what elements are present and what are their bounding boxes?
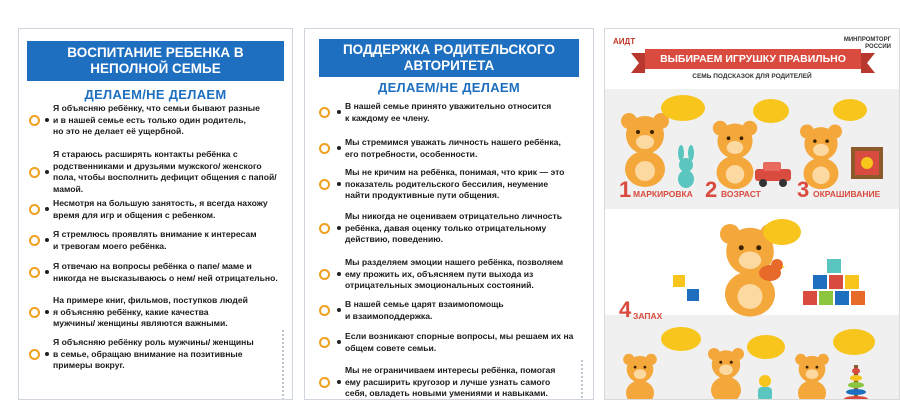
poster3-title: ВЫБИРАЕМ ИГРУШКУ ПРАВИЛЬНО — [645, 49, 861, 69]
dot-bullet-icon — [45, 238, 49, 242]
toy-car-icon — [753, 159, 793, 189]
list-item-text: Я объясняю ребёнку, что семьи бывают разные и в нашей семье есть только один родитель, но это не делает её ущербной. — [53, 103, 260, 136]
dot-bullet-icon — [337, 340, 341, 344]
dot-bullet-icon — [337, 110, 341, 114]
decorative-dots — [580, 359, 584, 399]
toy-board-icon — [849, 145, 885, 181]
aidt-logo: АИДТ — [613, 37, 636, 46]
list-item-text: Несмотря на большую занятость, я всегда нахожу время для игр и общения с ребенком. — [53, 198, 268, 220]
list-item-text: Я стараюсь расширять контакты ребёнка с родственниками и друзьями мужского/ женского пола, чтобы восполнить дефицит общения с папой/ мамой. — [53, 149, 277, 194]
list-item-text: Мы не ограничиваем интересы ребёнка, помогая ему расширить кругозор и лучше узнать самого себя, овладеть новыми умениями и навыками. — [345, 365, 556, 398]
list-item-text: Мы разделяем эмоции нашего ребёнка, позволяем ему прожить их, объясняем пути выхода из отрицательных эмоциональных состояний. — [345, 257, 564, 290]
poster-choose-toy — [604, 28, 900, 400]
dot-bullet-icon — [45, 118, 49, 122]
toy-pyramid-icon — [843, 363, 869, 400]
circle-bullet-icon — [29, 349, 40, 360]
dot-bullet-icon — [45, 270, 49, 274]
toy-bunny-icon — [671, 145, 701, 189]
poster3-subtitle: СЕМЬ ПОДСКАЗОК ДЛЯ РОДИТЕЛЕЙ — [692, 73, 812, 80]
list-item-text: Мы никогда не оцениваем отрицательно личность ребёнка, давая оценку только отрицательному действию, поведению. — [345, 211, 563, 244]
list-item-text: Я стремлюсь проявлять внимание к интересам и тревогам моего ребёнка. — [53, 229, 257, 251]
list-item-text: Мы не кричим на ребёнка, понимая, что крик — это показатель родительского бессилия, неумение найти продуктивные пути общения. — [345, 167, 565, 200]
hint-bubble — [763, 219, 801, 245]
dot-bullet-icon — [45, 170, 49, 174]
toy-blocks-icon — [801, 257, 881, 323]
circle-bullet-icon — [29, 235, 40, 246]
circle-bullet-icon — [319, 337, 330, 348]
list-item-text: Мы стремимся уважать личность нашего ребёнка, его потребности, особенности. — [345, 137, 561, 159]
dot-bullet-icon — [337, 380, 341, 384]
circle-bullet-icon — [29, 167, 40, 178]
circle-bullet-icon — [319, 179, 330, 190]
toy-doll-icon — [753, 373, 777, 400]
circle-bullet-icon — [319, 107, 330, 118]
list-item-text: Если возникают спорные вопросы, мы решаем их на общем совете семьи. — [345, 331, 574, 353]
dot-bullet-icon — [337, 182, 341, 186]
step-3-number: 3 — [797, 177, 810, 202]
teddy-bear-icon — [617, 351, 663, 400]
hint-bubble — [661, 95, 705, 121]
step-1-number: 1 — [619, 177, 632, 202]
circle-bullet-icon — [319, 305, 330, 316]
list-item-text: Я отвечаю на вопросы ребёнка о папе/ маме и никогда не высказываюсь о нем/ ней отрицательно. — [53, 261, 278, 283]
dot-bullet-icon — [337, 272, 341, 276]
circle-bullet-icon — [319, 377, 330, 388]
step-4-label: ЗАПАХ — [633, 311, 663, 321]
hint-bubble — [753, 99, 789, 123]
poster2-title: ПОДДЕРЖКА РОДИТЕЛЬСКОГО АВТОРИТЕТА — [319, 39, 579, 77]
circle-bullet-icon — [29, 204, 40, 215]
step-4-number: 4 — [619, 297, 632, 322]
teddy-bear-icon — [789, 351, 835, 400]
step-1-label: МАРКИРОВКА — [633, 189, 693, 199]
poster-parental-authority — [304, 28, 594, 400]
list-item-text: На примере книг, фильмов, поступков людей я объясняю ребёнку, какие качества мужчины/ женщины являются важными. — [53, 295, 248, 328]
decorative-dots — [281, 329, 285, 399]
teddy-bear-icon — [701, 345, 751, 400]
circle-bullet-icon — [29, 115, 40, 126]
step-2-label: ВОЗРАСТ — [721, 189, 761, 199]
dot-bullet-icon — [45, 310, 49, 314]
dot-bullet-icon — [337, 308, 341, 312]
circle-bullet-icon — [29, 267, 40, 278]
hint-bubble — [833, 329, 875, 355]
hint-bubble — [661, 327, 701, 351]
toy-cube-icon — [671, 273, 701, 305]
poster1-title: ВОСПИТАНИЕ РЕБЕНКА В НЕПОЛНОЙ СЕМЬЕ — [27, 41, 284, 81]
dot-bullet-icon — [45, 352, 49, 356]
step-2-number: 2 — [705, 177, 718, 202]
list-item-text: В нашей семье царят взаимопомощь и взаимоподдержка. — [345, 299, 504, 321]
dot-bullet-icon — [45, 207, 49, 211]
step-3-label: ОКРАШИВАНИЕ — [813, 189, 881, 199]
circle-bullet-icon — [29, 307, 40, 318]
poster-single-parent — [18, 28, 293, 400]
list-item-text: В нашей семье принято уважительно относится к каждому ее члену. — [345, 101, 552, 123]
hint-bubble — [747, 335, 785, 359]
poster1-subtitle: ДЕЛАЕМ/НЕ ДЕЛАЕМ — [84, 87, 227, 102]
dot-bullet-icon — [337, 226, 341, 230]
poster2-subtitle: ДЕЛАЕМ/НЕ ДЕЛАЕМ — [378, 80, 520, 95]
list-item-text: Я объясняю ребёнку роль мужчины/ женщины в семье, обращаю внимание на позитивные примеры вокруг. — [53, 337, 254, 370]
minpromtorg-logo: МИНПРОМТОРГ РОССИИ — [843, 37, 891, 50]
circle-bullet-icon — [319, 269, 330, 280]
toy-bird-icon — [755, 255, 785, 285]
circle-bullet-icon — [319, 223, 330, 234]
circle-bullet-icon — [319, 143, 330, 154]
dot-bullet-icon — [337, 146, 341, 150]
hint-bubble — [833, 99, 867, 121]
